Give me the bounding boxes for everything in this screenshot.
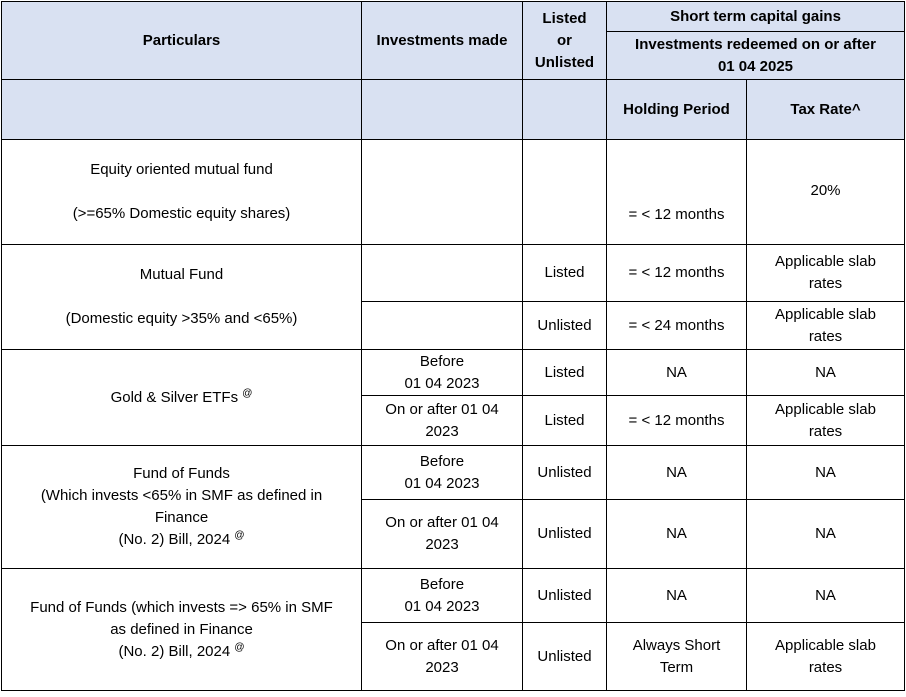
fof2-holding-2	[607, 623, 747, 691]
fof2-listed-1: Unlisted	[523, 569, 607, 623]
fof2-name-line1: Fund of Funds (which invests => 65% in SMF	[30, 598, 333, 616]
mf-investments-2	[362, 302, 523, 350]
gold-rate-2-line1: Applicable slab	[775, 400, 876, 418]
table-row	[2, 350, 905, 396]
gold-inv-2-line1: On or after 01 04	[385, 400, 499, 418]
gold-inv-1-line1: Before	[419, 352, 465, 370]
table-row	[2, 140, 905, 245]
gold-investments-1	[362, 350, 523, 396]
mf-name-line1: Mutual Fund	[139, 266, 224, 283]
mf-rate-2-line1: Applicable slab	[775, 305, 876, 323]
mf-holding-1: = < 12 months	[607, 245, 747, 302]
gold-rate-2	[747, 396, 905, 446]
fof1-name-line1: Fund of Funds	[133, 465, 230, 482]
header-stcg: Short term capital gains	[607, 2, 905, 32]
fof1-name-line2: (Which invests <65% in SMF as defined in	[40, 487, 323, 504]
header-blank-3	[523, 80, 607, 140]
header-holding-period: Holding Period	[607, 80, 747, 140]
header-listed-line3: Unlisted	[534, 53, 595, 71]
header-blank-2	[362, 80, 523, 140]
equity-name-line1: Equity oriented mutual fund	[90, 161, 273, 178]
fof1-inv-2-line1: On or after 01 04	[385, 514, 499, 531]
fof1-name-line4-wrap	[8, 529, 355, 551]
fof2-investments-1	[362, 569, 523, 623]
fof2-rate-2-line2: rates	[808, 658, 843, 676]
fof2-investments-2	[362, 623, 523, 691]
mf-holding-2: = < 24 months	[607, 302, 747, 350]
mf-rate-1	[747, 245, 905, 302]
equity-investments	[362, 140, 523, 245]
fof2-holding-2-line2: Term	[659, 658, 694, 676]
particulars-gold	[2, 350, 362, 446]
fof2-rate-2	[747, 623, 905, 691]
fof2-marker: @	[234, 641, 245, 653]
gold-listed-2: Listed	[523, 396, 607, 446]
equity-rate: 20%	[747, 140, 905, 245]
fof1-name-line4: (No. 2) Bill, 2024	[118, 531, 231, 548]
gold-holding-1: NA	[607, 350, 747, 396]
fof1-listed-2: Unlisted	[523, 500, 607, 569]
gold-name: Gold & Silver ETFs	[110, 388, 239, 406]
mf-listed-2: Unlisted	[523, 302, 607, 350]
mf-rate-1-line1: Applicable slab	[775, 253, 876, 270]
gold-listed-1: Listed	[523, 350, 607, 396]
fof2-name-line2: as defined in Finance	[110, 620, 253, 638]
fof1-holding-2: NA	[607, 500, 747, 569]
fof2-rate-1: NA	[747, 569, 905, 623]
gold-investments-2	[362, 396, 523, 446]
fof2-rate-2-line1: Applicable slab	[775, 636, 876, 654]
gold-marker: @	[242, 387, 253, 399]
fof1-holding-1: NA	[607, 446, 747, 500]
fof2-inv-2-line1: On or after 01 04	[385, 636, 499, 654]
header-listed-line1: Listed	[542, 9, 587, 27]
tax-table	[1, 1, 905, 691]
equity-name-line2: (>=65% Domestic equity shares)	[72, 205, 291, 222]
header-redeemed	[607, 32, 905, 80]
header-redeemed-line1: Investments redeemed on or after	[635, 35, 876, 53]
fof1-inv-1-line1: Before	[419, 452, 465, 470]
particulars-fof-lt65	[2, 446, 362, 569]
table-row	[2, 446, 905, 500]
mf-investments-1	[362, 245, 523, 302]
fof1-investments-1	[362, 446, 523, 500]
gold-holding-2: = < 12 months	[607, 396, 747, 446]
header-listed-unlisted	[523, 2, 607, 80]
fof1-rate-1: NA	[747, 446, 905, 500]
gold-inv-1-line2: 01 04 2023	[404, 374, 480, 392]
fof1-marker: @	[234, 530, 245, 541]
mf-rate-2-line2: rates	[808, 327, 843, 345]
particulars-equity	[2, 140, 362, 245]
particulars-fof-ge65	[2, 569, 362, 691]
fof2-name-line3-wrap	[8, 641, 355, 663]
mf-rate-1-line2: rates	[808, 275, 843, 292]
header-redeemed-line2: 01 04 2025	[717, 57, 794, 75]
table-row	[2, 569, 905, 623]
fof2-listed-2: Unlisted	[523, 623, 607, 691]
table-row	[2, 245, 905, 302]
header-tax-rate: Tax Rate^	[747, 80, 905, 140]
fof2-inv-1-line2: 01 04 2023	[404, 597, 480, 615]
fof1-rate-2: NA	[747, 500, 905, 569]
equity-listed	[523, 140, 607, 245]
gold-rate-1: NA	[747, 350, 905, 396]
header-blank-1	[2, 80, 362, 140]
mf-listed-1: Listed	[523, 245, 607, 302]
equity-holding: = < 12 months	[607, 140, 747, 245]
gold-inv-2-line2: 2023	[425, 422, 459, 440]
header-investments-made: Investments made	[362, 2, 523, 80]
mf-rate-2	[747, 302, 905, 350]
fof2-name-line3: (No. 2) Bill, 2024	[118, 642, 231, 660]
fof1-inv-2-line2: 2023	[425, 536, 459, 553]
fof1-listed-1: Unlisted	[523, 446, 607, 500]
gold-rate-2-line2: rates	[808, 422, 843, 440]
header-listed-line2: or	[557, 31, 572, 49]
header-particulars: Particulars	[2, 2, 362, 80]
particulars-mutual-fund	[2, 245, 362, 350]
mf-name-line2: (Domestic equity >35% and <65%)	[65, 310, 298, 327]
fof2-holding-1: NA	[607, 569, 747, 623]
fof1-inv-1-line2: 01 04 2023	[404, 474, 480, 492]
fof2-inv-1-line1: Before	[419, 575, 465, 593]
fof1-name-line3: Finance	[154, 509, 209, 526]
fof2-holding-2-line1: Always Short	[632, 636, 721, 654]
fof2-inv-2-line2: 2023	[425, 658, 459, 676]
fof1-investments-2	[362, 500, 523, 569]
